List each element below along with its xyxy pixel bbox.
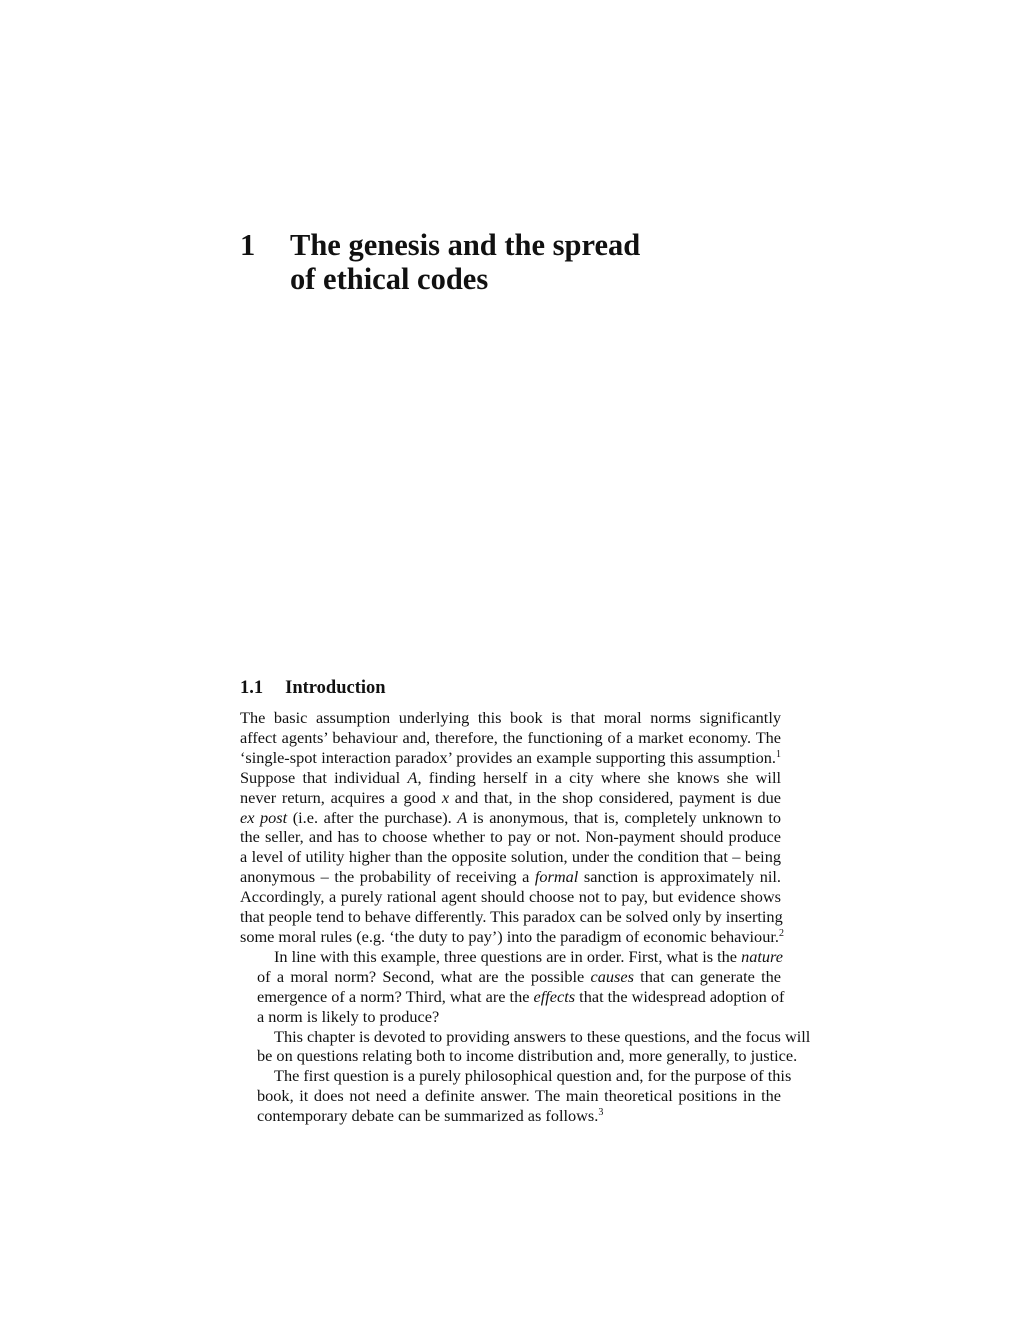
- text-line: be on questions relating both to income distribution and, more generally, to justice.: [257, 1046, 798, 1066]
- paragraph: [240, 708, 784, 947]
- text-line: The basic assumption underlying this book is that moral norms significantly: [240, 708, 781, 727]
- text-line: affect agents’ behaviour and, therefore, the functioning of a market economy. The: [240, 727, 781, 747]
- footnote-marker[interactable]: 2: [778, 927, 784, 939]
- paragraph: [240, 1026, 811, 1067]
- text-line: of a moral norm? Second, what are the possible causes that can generate the: [257, 966, 782, 986]
- footnote-marker[interactable]: 1: [776, 748, 781, 760]
- text-line: This chapter is devoted to providing answers to these questions, and the focus will: [274, 1026, 811, 1046]
- footnote-marker[interactable]: 3: [598, 1107, 604, 1119]
- text-line: contemporary debate can be summarized as follows.$^3$: [257, 1106, 604, 1126]
- text-line: anonymous – the probability of receiving a formal sanction is approximately nil.: [240, 867, 781, 887]
- paragraph: [240, 1066, 792, 1126]
- chapter-title-line: of ethical codes: [290, 262, 489, 296]
- chapter-number: 1: [240, 228, 256, 262]
- text-line: ‘single-spot interaction paradox’ provides an example supporting this assumption.$^1$: [240, 747, 781, 767]
- text-line: a norm is likely to produce?: [257, 1006, 440, 1026]
- text-line: Suppose that individual A, finding herself in a city where she knows she will: [240, 767, 782, 787]
- body-text: [240, 708, 811, 1126]
- text-line: book, it does not need a definite answer. The main theoretical positions in the: [257, 1086, 781, 1106]
- text-line: Accordingly, a purely rational agent should choose not to pay, but evidence shows: [240, 887, 781, 907]
- section-number: 1.1: [240, 678, 264, 698]
- text-line: never return, acquires a good x and that, in the shop considered, payment is due: [240, 787, 781, 807]
- text-line: the seller, and has to choose whether to pay or not. Non-payment should produce: [240, 827, 781, 847]
- chapter-title-text: [290, 228, 790, 296]
- chapter-title-line: The genesis and the spread: [290, 228, 641, 262]
- text-line: The first question is a purely philosophical question and, for the purpose of this: [274, 1066, 792, 1086]
- text-line: a level of utility higher than the opposite solution, under the condition that – being: [240, 847, 781, 867]
- text-line: some moral rules (e.g. ‘the duty to pay’) into the paradigm of economic behaviour.$^2$: [240, 926, 784, 946]
- paragraph: [240, 946, 785, 1027]
- text-line: In line with this example, three questions are in order. First, what is the nature: [274, 946, 783, 966]
- text-line: ex post (i.e. after the purchase). A is anonymous, that is, completely unknown to: [240, 807, 782, 827]
- text-line: that people tend to behave differently. This paradox can be solved only by inserting: [240, 907, 783, 927]
- section-title: Introduction: [285, 678, 386, 698]
- section-heading: [240, 677, 386, 699]
- text-line: emergence of a norm? Third, what are the effects that the widespread adoption of: [257, 986, 785, 1006]
